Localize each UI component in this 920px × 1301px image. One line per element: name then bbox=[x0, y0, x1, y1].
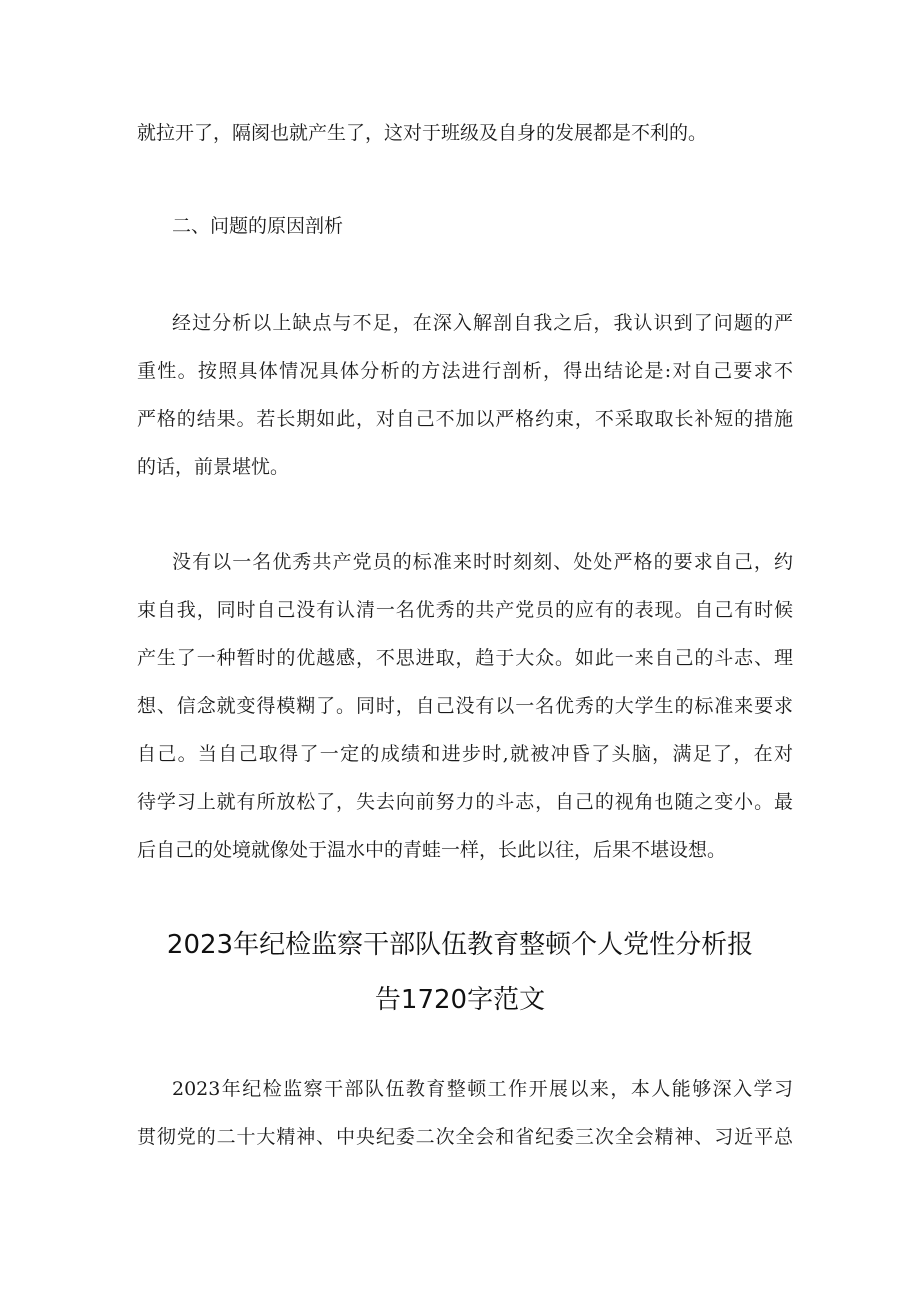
paragraph-line: 后自己的处境就像处于温水中的青蛙一样，长此以往，后果不堪设想。 bbox=[137, 839, 727, 861]
title-line: 2023年纪检监察干部队伍教育整顿个人党性分析报 bbox=[166, 930, 754, 960]
paragraph-line: 贯彻党的二十大精神、中央纪委二次全会和省纪委三次全会精神、习近平总 bbox=[137, 1126, 793, 1148]
paragraph-continuation-line: 就拉开了，隔阂也就产生了，这对于班级及自身的发展都是不利的。 bbox=[137, 122, 708, 144]
paragraph-line: 重性。按照具体情况具体分析的方法进行剖析，得出结论是:对自己要求不 bbox=[137, 360, 793, 382]
paragraph-line: 待学习上就有所放松了，失去向前努力的斗志，自己的视角也随之变小。最 bbox=[137, 791, 793, 813]
paragraph-line: 产生了一种暂时的优越感，不思进取，趋于大众。如此一来自己的斗志、理 bbox=[137, 647, 793, 669]
paragraph-line: 经过分析以上缺点与不足，在深入解剖自我之后，我认识到了问题的严 bbox=[172, 312, 793, 334]
paragraph-line: 严格的结果。若长期如此，对自己不加以严格约束，不采取取长补短的措施 bbox=[137, 408, 793, 430]
paragraph-line: 的话，前景堪忧。 bbox=[137, 456, 290, 478]
section-heading: 二、问题的原因剖析 bbox=[172, 215, 344, 237]
paragraph-line: 束自我，同时自己没有认清一名优秀的共产党员的应有的表现。自己有时候 bbox=[137, 599, 793, 621]
paragraph-line: 没有以一名优秀共产党员的标准来时时刻刻、处处严格的要求自己，约 bbox=[172, 551, 793, 573]
title-line: 告1720字范文 bbox=[374, 985, 546, 1015]
paragraph-line: 想、信念就变得模糊了。同时，自己没有以一名优秀的大学生的标准来要求 bbox=[137, 695, 793, 717]
paragraph-line: 2023年纪检监察干部队伍教育整顿工作开展以来，本人能够深入学习 bbox=[172, 1078, 793, 1100]
paragraph-line: 自己。当自己取得了一定的成绩和进步时,就被冲昏了头脑，满足了，在对 bbox=[137, 743, 793, 765]
